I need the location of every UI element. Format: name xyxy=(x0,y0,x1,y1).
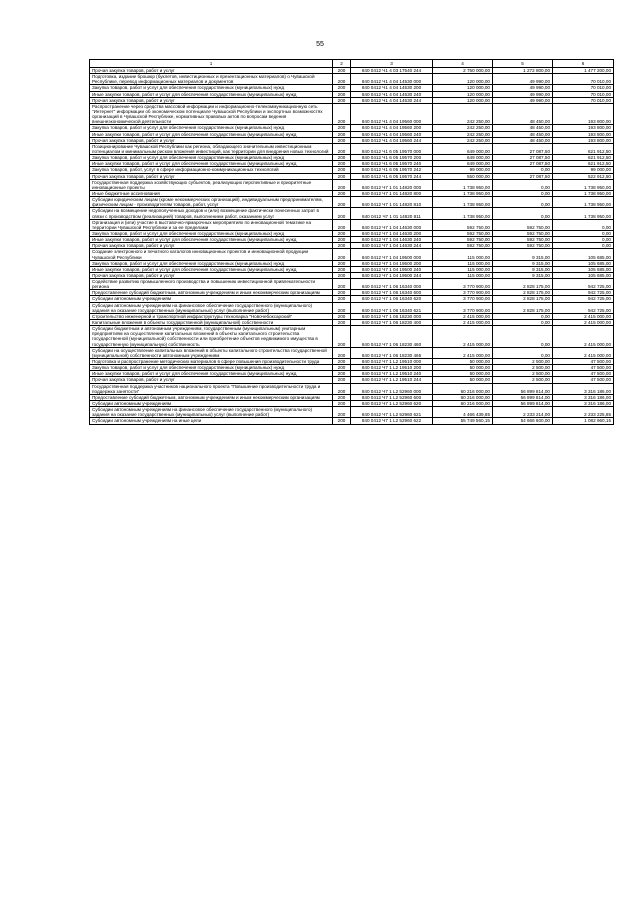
row-value-col6: 70 010,00 xyxy=(553,97,614,103)
row-value-col5: 2 828 175,00 xyxy=(493,279,553,290)
row-budget-code: 840 0412 Ч7 1 04 19500 200 xyxy=(351,260,433,266)
row-value-col6: 522 912,50 xyxy=(553,173,614,179)
row-value-col4: 242 250,00 xyxy=(433,131,493,137)
header-cell-5: 5 xyxy=(493,60,553,68)
row-description: Субсидии на осуществление капитальных вложений в объекты капитального строительства государственной (муниципальной) собственности автономным учреждениям xyxy=(90,347,333,358)
row-section-code: 200 xyxy=(333,243,351,249)
row-budget-code: 840 0412 Ч7 1 06 18230 000 xyxy=(351,313,433,319)
row-value-col6: 0,00 xyxy=(553,230,614,236)
row-section-code: 200 xyxy=(333,85,351,91)
row-section-code: 200 xyxy=(333,97,351,103)
row-value-col4: 50 000,00 xyxy=(433,377,493,383)
row-value-col4: 120 000,00 xyxy=(433,91,493,97)
row-value-col6: 621 912,50 xyxy=(553,161,614,167)
row-budget-code: 840 0412 Ч1 6 05 19570 242 xyxy=(351,167,433,173)
row-section-code: 200 xyxy=(333,418,351,424)
row-budget-code: 840 0412 Ч7 1 L2 52960 600 xyxy=(351,394,433,400)
row-section-code: 200 xyxy=(333,103,351,125)
row-value-col5: 54 666 600,00 xyxy=(493,418,553,424)
row-value-col6: 942 725,00 xyxy=(553,296,614,302)
row-value-col6: 193 800,00 xyxy=(553,103,614,125)
row-value-col5: 2 828 175,00 xyxy=(493,302,553,313)
row-value-col6: 47 500,00 xyxy=(553,371,614,377)
row-budget-code: 840 0412 Ч1 4 04 19560 240 xyxy=(351,131,433,137)
row-value-col4: 592 750,00 xyxy=(433,230,493,236)
row-description: Закупка товаров, работ и услуг для обеспечения государственных (муниципальных) нужд xyxy=(90,125,333,131)
row-description: Субсидии автономным учреждениям xyxy=(90,296,333,302)
row-value-col6: 621 912,50 xyxy=(553,143,614,154)
row-value-col5: 56 899 814,00 xyxy=(493,383,553,394)
row-description: Прочая закупка товаров, работ и услуг xyxy=(90,272,333,278)
row-value-col5: 56 899 814,00 xyxy=(493,394,553,400)
row-value-col5: 0,00 xyxy=(493,167,553,173)
row-budget-code: 840 0412 Ч7 1 06 18230 460 xyxy=(351,326,433,348)
row-value-col4: 3 770 900,00 xyxy=(433,290,493,296)
row-value-col6: 1 738 950,00 xyxy=(553,179,614,190)
row-value-col4: 60 216 000,00 xyxy=(433,401,493,407)
row-value-col4: 115 000,00 xyxy=(433,272,493,278)
row-section-code: 200 xyxy=(333,365,351,371)
row-value-col5: 1 272 800,00 xyxy=(493,68,553,74)
table-row xyxy=(90,347,614,358)
row-description: Прочая закупка товаров, работ и услуг xyxy=(90,243,333,249)
row-budget-code: 840 0412 Ч7 1 L2 52960 000 xyxy=(351,383,433,394)
row-description: Закупка товаров, работ и услуг для обеспечения государственных (муниципальных) нужд xyxy=(90,155,333,161)
header-cell-2: 2 xyxy=(333,60,351,68)
row-description: Прочая закупка товаров, работ и услуг xyxy=(90,173,333,179)
row-value-col4: 2 415 000,00 xyxy=(433,347,493,358)
row-description: Иные закупки товаров, работ и услуг для обеспечения государственных (муниципальных) нужд xyxy=(90,371,333,377)
row-value-col5: 9 315,00 xyxy=(493,260,553,266)
row-value-col4: 1 738 950,00 xyxy=(433,190,493,196)
row-value-col6: 70 010,00 xyxy=(553,91,614,97)
row-section-code: 200 xyxy=(333,179,351,190)
row-value-col6: 942 725,00 xyxy=(553,290,614,296)
row-section-code: 200 xyxy=(333,260,351,266)
row-value-col4: 120 000,00 xyxy=(433,97,493,103)
row-section-code: 200 xyxy=(333,208,351,219)
row-value-col5: 0,00 xyxy=(493,313,553,319)
row-section-code: 200 xyxy=(333,131,351,137)
row-value-col4: 99 000,00 xyxy=(433,167,493,173)
row-section-code: 200 xyxy=(333,68,351,74)
row-section-code: 200 xyxy=(333,272,351,278)
row-section-code: 200 xyxy=(333,377,351,383)
row-value-col6: 70 010,00 xyxy=(553,74,614,85)
row-description: Субсидии автономным учреждениям на иные цели xyxy=(90,418,333,424)
row-value-col4: 60 216 000,00 xyxy=(433,394,493,400)
row-description: Капитальные вложения в объекты государственной (муниципальной) собственности xyxy=(90,320,333,326)
row-section-code: 200 xyxy=(333,173,351,179)
row-value-col5: 9 315,00 xyxy=(493,249,553,260)
row-value-col5: 9 315,00 xyxy=(493,272,553,278)
row-value-col6: 1 738 950,00 xyxy=(553,197,614,208)
row-section-code: 200 xyxy=(333,359,351,365)
row-value-col6: 193 800,00 xyxy=(553,137,614,143)
row-value-col6: 1 477 200,00 xyxy=(553,68,614,74)
table-header-row xyxy=(90,60,614,68)
row-value-col5: 49 990,00 xyxy=(493,85,553,91)
row-value-col6: 47 500,00 xyxy=(553,365,614,371)
row-description: Субсидии юридическим лицам (кроме некоммерческих организаций), индивидуальным предпринимателям, физическим лицам - производителям товаров, работ, услуг xyxy=(90,197,333,208)
row-value-col4: 1 738 950,00 xyxy=(433,197,493,208)
row-description: Закупка товаров, работ и услуг для обеспечения государственных (муниципальных) нужд xyxy=(90,260,333,266)
row-section-code: 200 xyxy=(333,91,351,97)
row-description: Распространение через средства массовой информации и информационно-телекоммуникационную сеть "Интернет" информации об экономическом потенциале Чувашской Республики и экспортных возможностях организаций в Чувашской Республике, нормативных правовых актов по вопросам ведения внешнеэкономической деятельности xyxy=(90,103,333,125)
row-value-col6: 3 316 186,00 xyxy=(553,401,614,407)
row-description: Субсидии автономным учреждениям на финансовое обеспечение государственного (муниципального) задания на оказание государственных (муниципальных) услуг (выполнение работ) xyxy=(90,302,333,313)
row-description: Содействие развитию промышленного производства и повышению инвестиционной привлекательности региона xyxy=(90,279,333,290)
row-description: Субсидии на возмещение недополученных доходов и (или) возмещение фактически понесенных затрат в связи с производством (реализацией) товаров, выполнением работ, оказанием услуг xyxy=(90,208,333,219)
table-row xyxy=(90,418,614,424)
row-section-code: 200 xyxy=(333,237,351,243)
row-section-code: 200 xyxy=(333,230,351,236)
row-description: Субсидии автономным учреждениям xyxy=(90,401,333,407)
row-value-col6: 1 738 950,00 xyxy=(553,208,614,219)
row-section-code: 200 xyxy=(333,383,351,394)
row-budget-code: 840 0412 Ч7 1 04 19500 000 xyxy=(351,249,433,260)
row-value-col4: 2 415 000,00 xyxy=(433,313,493,319)
row-budget-code: 840 0412 Ч7 1 L2 52960 622 xyxy=(351,418,433,424)
table-row xyxy=(90,302,614,313)
row-budget-code: 840 0412 Ч7 1 04 14630 200 xyxy=(351,230,433,236)
row-value-col4: 115 000,00 xyxy=(433,266,493,272)
row-value-col5: 0,00 xyxy=(493,326,553,348)
table-row xyxy=(90,103,614,125)
row-budget-code: 840 0412 Ч7 1 L2 52960 621 xyxy=(351,407,433,418)
row-budget-code: 840 0412 Ч7 1 06 18230 465 xyxy=(351,347,433,358)
row-value-col6: 47 500,00 xyxy=(553,359,614,365)
row-section-code: 200 xyxy=(333,371,351,377)
row-budget-code: 840 0412 Ч7 1 L2 19510 240 xyxy=(351,371,433,377)
row-value-col4: 550 000,00 xyxy=(433,173,493,179)
row-value-col4: 592 750,00 xyxy=(433,219,493,230)
row-value-col5: 592 750,00 xyxy=(493,230,553,236)
row-value-col6: 47 500,00 xyxy=(553,377,614,383)
row-description: Субсидии автономным учреждениям на финансовое обеспечение государственного (муниципального) задания на оказание государственных (муниципальных) услуг (выполнение работ) xyxy=(90,407,333,418)
row-description: Закупка товаров, работ, услуг в сфере информационно-коммуникационных технологий xyxy=(90,167,333,173)
table-row xyxy=(90,179,614,190)
row-value-col4: 4 466 439,85 xyxy=(433,407,493,418)
row-value-col6: 942 725,00 xyxy=(553,302,614,313)
table-row xyxy=(90,279,614,290)
header-cell-1: 1 xyxy=(90,60,333,68)
row-budget-code: 840 0412 Ч1 6 05 19570 200 xyxy=(351,155,433,161)
row-value-col6: 0,00 xyxy=(553,219,614,230)
row-value-col6: 1 738 950,00 xyxy=(553,190,614,196)
row-value-col5: 27 087,50 xyxy=(493,155,553,161)
row-description: Подготовка, издание брошюр (буклетов, инвестиционных и презентационных материалов) о Чувашской Республике, перевод информационных материалов и документов xyxy=(90,74,333,85)
row-value-col6: 193 800,00 xyxy=(553,131,614,137)
row-value-col4: 3 770 900,00 xyxy=(433,302,493,313)
row-section-code: 200 xyxy=(333,249,351,260)
table-body xyxy=(90,60,614,425)
row-value-col6: 70 010,00 xyxy=(553,85,614,91)
table-row xyxy=(90,383,614,394)
header-cell-4: 4 xyxy=(433,60,493,68)
table-row xyxy=(90,219,614,230)
row-value-col6: 105 685,00 xyxy=(553,272,614,278)
row-value-col6: 3 316 186,00 xyxy=(553,383,614,394)
row-description: Прочая закупка товаров, работ и услуг xyxy=(90,68,333,74)
row-description: Создание электронного и печатного каталогов инновационных проектов и инновационной продукции Чувашской Республики xyxy=(90,249,333,260)
row-value-col5: 0,00 xyxy=(493,347,553,358)
row-value-col5: 48 450,00 xyxy=(493,103,553,125)
row-value-col5: 48 450,00 xyxy=(493,131,553,137)
row-description: Иные закупки товаров, работ и услуг для обеспечения государственных (муниципальных) нужд xyxy=(90,131,333,137)
row-description: Закупка товаров, работ и услуг для обеспечения государственных (муниципальных) нужд xyxy=(90,85,333,91)
row-value-col4: 3 770 900,00 xyxy=(433,279,493,290)
table-row xyxy=(90,197,614,208)
budget-execution-table xyxy=(89,59,614,425)
row-value-col4: 242 250,00 xyxy=(433,137,493,143)
row-value-col4: 50 000,00 xyxy=(433,359,493,365)
row-budget-code: 840 0412 Ч1 4 04 19560 244 xyxy=(351,137,433,143)
row-section-code: 200 xyxy=(333,313,351,319)
row-budget-code: 840 0412 Ч7 1 L2 19510 000 xyxy=(351,359,433,365)
row-value-col5: 0,00 xyxy=(493,208,553,219)
row-value-col4: 50 000,00 xyxy=(433,365,493,371)
row-value-col5: 0,00 xyxy=(493,179,553,190)
row-budget-code: 840 0412 Ч7 1 04 19500 240 xyxy=(351,266,433,272)
row-value-col6: 105 685,00 xyxy=(553,266,614,272)
row-value-col6: 942 725,00 xyxy=(553,279,614,290)
row-budget-code: 840 0412 Ч7 1 06 16340 600 xyxy=(351,290,433,296)
row-budget-code: 840 0412 Ч7 1 06 18230 400 xyxy=(351,320,433,326)
row-budget-code: 840 0412 Ч7 1 L2 19510 200 xyxy=(351,365,433,371)
row-value-col5: 0,00 xyxy=(493,197,553,208)
row-value-col4: 1 738 950,00 xyxy=(433,179,493,190)
row-description: Государственная поддержка участников национального проекта "Повышение производительности труда и поддержка занятости" xyxy=(90,383,333,394)
row-value-col6: 1 082 960,15 xyxy=(553,418,614,424)
row-value-col6: 105 685,00 xyxy=(553,249,614,260)
row-description: Подготовка и распространение методических материалов в сфере повышения производительности труда xyxy=(90,359,333,365)
row-value-col5: 2 233 214,00 xyxy=(493,407,553,418)
row-value-col5: 2 500,00 xyxy=(493,359,553,365)
row-section-code: 200 xyxy=(333,394,351,400)
row-budget-code: 840 0412 Ч7 1 06 16340 621 xyxy=(351,302,433,313)
row-value-col4: 2 750 000,00 xyxy=(433,68,493,74)
row-value-col5: 56 899 814,00 xyxy=(493,401,553,407)
row-description: Закупка товаров, работ и услуг для обеспечения государственных (муниципальных) нужд xyxy=(90,365,333,371)
row-value-col6: 2 415 000,00 xyxy=(553,347,614,358)
row-budget-code: 840 0412 Ч1 4 04 14530 000 xyxy=(351,74,433,85)
row-value-col5: 592 750,00 xyxy=(493,219,553,230)
row-value-col6: 2 233 225,85 xyxy=(553,407,614,418)
row-value-col6: 2 415 000,00 xyxy=(553,313,614,319)
row-section-code: 200 xyxy=(333,296,351,302)
header-cell-3: 3 xyxy=(351,60,433,68)
row-value-col5: 48 450,00 xyxy=(493,137,553,143)
row-value-col6: 3 316 186,00 xyxy=(553,394,614,400)
row-value-col5: 49 990,00 xyxy=(493,91,553,97)
row-value-col4: 592 750,00 xyxy=(433,243,493,249)
row-budget-code: 840 0412 Ч7 1 04 14630 240 xyxy=(351,237,433,243)
row-value-col6: 2 415 000,00 xyxy=(553,320,614,326)
table-row xyxy=(90,143,614,154)
row-value-col6: 0,00 xyxy=(553,243,614,249)
row-value-col6: 105 685,00 xyxy=(553,260,614,266)
row-value-col5: 592 750,00 xyxy=(493,243,553,249)
row-value-col4: 242 250,00 xyxy=(433,103,493,125)
row-value-col4: 649 000,00 xyxy=(433,143,493,154)
row-description: Иные закупки товаров, работ и услуг для обеспечения государственных (муниципальных) нужд xyxy=(90,237,333,243)
row-section-code: 200 xyxy=(333,407,351,418)
row-description: Предоставление субсидий бюджетным, автономным учреждениям и иным некоммерческим организациям xyxy=(90,394,333,400)
row-budget-code: 840 0412 Ч7 1 06 16340 000 xyxy=(351,279,433,290)
row-budget-code: 840 0412 Ч1 4 04 14530 200 xyxy=(351,85,433,91)
row-section-code: 200 xyxy=(333,401,351,407)
row-description: Предоставление субсидий бюджетным, автономным учреждениям и иным некоммерческим организациям xyxy=(90,290,333,296)
row-value-col4: 649 000,00 xyxy=(433,161,493,167)
row-value-col6: 193 800,00 xyxy=(553,125,614,131)
row-value-col4: 2 415 000,00 xyxy=(433,320,493,326)
table-row xyxy=(90,249,614,260)
table-row xyxy=(90,208,614,219)
row-description: Строительство инженерной и транспортной инфраструктуры технопарка "Новочебоксарский" xyxy=(90,313,333,319)
row-budget-code: 840 0412 Ч7 1 06 16340 620 xyxy=(351,296,433,302)
row-value-col4: 592 750,00 xyxy=(433,237,493,243)
row-description: Позиционирование Чувашской Республики как региона, обладающего значительным инвестиционным потенциалом и минимальным риском вложения инвестиций, как территории для внедрения новых технологий xyxy=(90,143,333,154)
row-value-col4: 115 000,00 xyxy=(433,260,493,266)
row-section-code: 200 xyxy=(333,190,351,196)
row-description: Организация и (или) участие в выставочно-ярмарочных мероприятиях по инновационной тематике на территории Чувашской Республики и за ее пределами xyxy=(90,219,333,230)
row-section-code: 200 xyxy=(333,74,351,85)
row-description: Субсидии бюджетным и автономным учреждениям, государственным (муниципальным) унитарным предприятиям на осуществление капитальных вложений в объекты капитального строительства государственной (муниципальной) собственности или приобретение объектов недвижимого имущества в государственную (муниципальную) собственность xyxy=(90,326,333,348)
row-value-col5: 2 828 175,00 xyxy=(493,296,553,302)
row-value-col4: 242 250,00 xyxy=(433,125,493,131)
row-value-col4: 60 216 000,00 xyxy=(433,383,493,394)
row-section-code: 200 xyxy=(333,347,351,358)
row-budget-code: 840 0412 Ч1 6 05 19570 000 xyxy=(351,143,433,154)
row-value-col4: 50 000,00 xyxy=(433,371,493,377)
row-budget-code: 840 0412 Ч1 4 03 17540 244 xyxy=(351,68,433,74)
row-section-code: 200 xyxy=(333,266,351,272)
row-value-col6: 99 000,00 xyxy=(553,167,614,173)
row-value-col5: 9 315,00 xyxy=(493,266,553,272)
row-value-col5: 2 500,00 xyxy=(493,377,553,383)
row-section-code: 200 xyxy=(333,167,351,173)
row-section-code: 200 xyxy=(333,320,351,326)
row-budget-code: 840 0412 Ч7 1 01 14820 810 xyxy=(351,197,433,208)
row-value-col4: 1 738 950,00 xyxy=(433,208,493,219)
row-value-col6: 0,00 xyxy=(553,237,614,243)
row-value-col5: 49 990,00 xyxy=(493,74,553,85)
row-section-code: 200 xyxy=(333,326,351,348)
row-section-code: 200 xyxy=(333,279,351,290)
row-budget-code: 840 0412 Ч1 4 04 19560 200 xyxy=(351,125,433,131)
row-budget-code: 840 0412 Ч7 1 01 14820 811 xyxy=(351,208,433,219)
row-value-col5: 592 750,00 xyxy=(493,237,553,243)
row-description: Прочая закупка товаров, работ и услуг xyxy=(90,137,333,143)
row-section-code: 200 xyxy=(333,143,351,154)
row-description: Прочая закупка товаров, работ и услуг xyxy=(90,377,333,383)
row-section-code: 200 xyxy=(333,155,351,161)
row-section-code: 200 xyxy=(333,302,351,313)
row-section-code: 200 xyxy=(333,290,351,296)
row-value-col6: 2 415 000,00 xyxy=(553,326,614,348)
row-value-col4: 120 000,00 xyxy=(433,74,493,85)
row-value-col6: 621 912,50 xyxy=(553,155,614,161)
row-budget-code: 840 0412 Ч7 1 L2 19510 244 xyxy=(351,377,433,383)
row-section-code: 200 xyxy=(333,219,351,230)
row-value-col5: 2 828 175,00 xyxy=(493,290,553,296)
table-row xyxy=(90,326,614,348)
row-value-col5: 27 087,50 xyxy=(493,143,553,154)
row-budget-code: 840 0412 Ч1 4 04 14530 244 xyxy=(351,97,433,103)
row-budget-code: 840 0412 Ч1 4 04 14530 240 xyxy=(351,91,433,97)
row-value-col4: 2 415 000,00 xyxy=(433,326,493,348)
row-budget-code: 840 0412 Ч1 6 05 19570 240 xyxy=(351,161,433,167)
row-value-col5: 0,00 xyxy=(493,320,553,326)
row-description: Прочая закупка товаров, работ и услуг xyxy=(90,97,333,103)
row-value-col4: 3 770 900,00 xyxy=(433,296,493,302)
row-budget-code: 840 0412 Ч1 4 04 19560 000 xyxy=(351,103,433,125)
row-section-code: 200 xyxy=(333,125,351,131)
table-row xyxy=(90,407,614,418)
row-value-col4: 115 000,00 xyxy=(433,249,493,260)
row-description: Иные бюджетные ассигнования xyxy=(90,190,333,196)
row-budget-code: 840 0412 Ч7 1 04 19500 244 xyxy=(351,272,433,278)
row-section-code: 200 xyxy=(333,197,351,208)
row-budget-code: 840 0412 Ч1 6 05 19570 244 xyxy=(351,173,433,179)
page-number: 55 xyxy=(316,41,324,48)
row-section-code: 200 xyxy=(333,161,351,167)
row-budget-code: 840 0412 Ч7 1 01 14820 000 xyxy=(351,179,433,190)
row-value-col5: 2 500,00 xyxy=(493,365,553,371)
row-budget-code: 840 0412 Ч7 1 L2 52960 620 xyxy=(351,401,433,407)
row-value-col5: 48 450,00 xyxy=(493,125,553,131)
row-value-col5: 27 087,50 xyxy=(493,161,553,167)
row-budget-code: 840 0412 Ч7 1 01 14820 800 xyxy=(351,190,433,196)
table-row xyxy=(90,74,614,85)
row-value-col5: 27 087,50 xyxy=(493,173,553,179)
row-value-col4: 649 000,00 xyxy=(433,155,493,161)
row-value-col5: 49 990,00 xyxy=(493,97,553,103)
row-value-col5: 2 500,00 xyxy=(493,371,553,377)
row-value-col4: 55 749 560,15 xyxy=(433,418,493,424)
row-value-col4: 120 000,00 xyxy=(433,85,493,91)
row-budget-code: 840 0412 Ч7 1 04 14630 244 xyxy=(351,243,433,249)
row-description: Закупка товаров, работ и услуг для обеспечения государственных (муниципальных) нужд xyxy=(90,230,333,236)
row-value-col5: 0,00 xyxy=(493,190,553,196)
row-budget-code: 840 0412 Ч7 1 04 14630 000 xyxy=(351,219,433,230)
row-description: Иные закупки товаров, работ и услуг для обеспечения государственных (муниципальных) нужд xyxy=(90,266,333,272)
row-section-code: 200 xyxy=(333,137,351,143)
header-cell-6: 6 xyxy=(553,60,614,68)
row-description: Иные закупки товаров, работ и услуг для обеспечения государственных (муниципальных) нужд xyxy=(90,161,333,167)
row-description: Государственная поддержка хозяйствующих субъектов, реализующих перспективные и приоритетные инновационные проекты xyxy=(90,179,333,190)
row-description: Иные закупки товаров, работ и услуг для обеспечения государственных (муниципальных) нужд xyxy=(90,91,333,97)
